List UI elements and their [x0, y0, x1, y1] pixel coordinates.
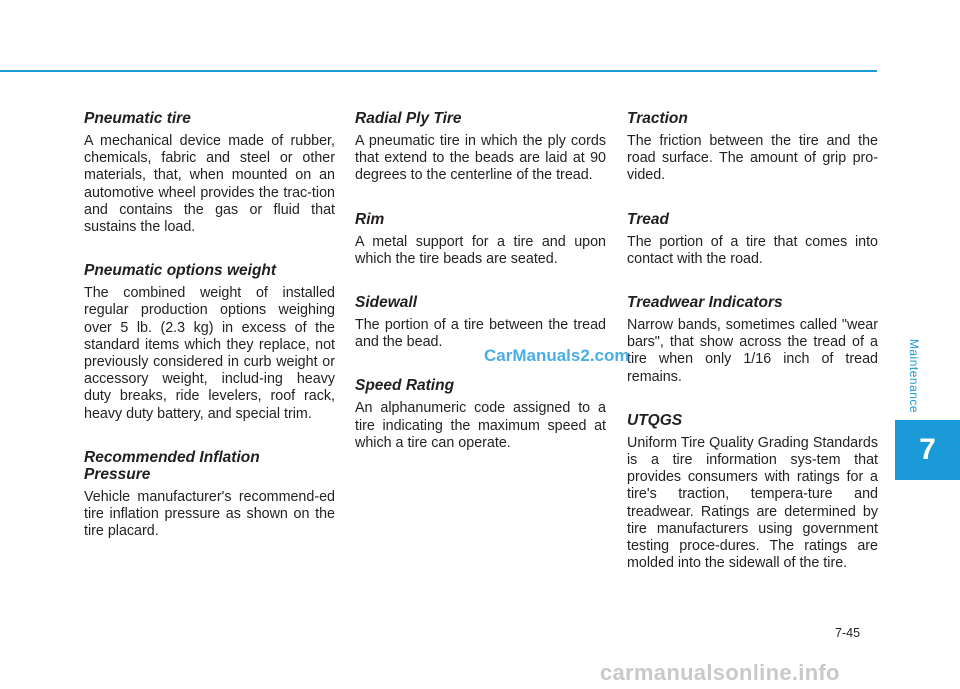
- entry-definition: The combined weight of installed regular production options weighing over 5 lb. (2.3 kg) in excess of the standard items which they replace, not previously considered in curb weight or accessory weight, includ-ing heavy duty breaks, ride levelers, roof rack, heavy duty battery, and special trim.: [84, 285, 335, 422]
- glossary-column-3: [627, 110, 878, 598]
- page-number: 7-45: [835, 626, 861, 640]
- entry-term: Sidewall: [355, 294, 418, 312]
- entry-definition: Narrow bands, sometimes called "wear bars", that show across the tread of a tire when only 1/16 inch of tread remains.: [627, 317, 878, 385]
- glossary-entry: [627, 412, 878, 573]
- glossary-entry: [627, 211, 878, 268]
- glossary-entry: [84, 262, 335, 423]
- entry-definition: The portion of a tire that comes into contact with the road.: [627, 233, 878, 267]
- watermark-logo: CarManuals2.com: [484, 346, 630, 365]
- glossary-entry: [355, 294, 606, 351]
- entry-term: Traction: [627, 110, 688, 127]
- entry-term: Radial Ply Tire: [355, 110, 462, 127]
- entry-term: Pneumatic tire: [84, 110, 191, 127]
- glossary-entry: [355, 110, 606, 185]
- section-side-label: [904, 340, 924, 412]
- watermark-footer: carmanualsonline.info: [600, 660, 840, 685]
- glossary-entry: [355, 211, 606, 268]
- glossary-entry: [84, 449, 335, 541]
- glossary-entry: [627, 294, 878, 386]
- glossary-entry: [627, 110, 878, 185]
- header-rule: [0, 70, 877, 72]
- entry-definition: A mechanical device made of rubber, chemicals, fabric and steel or other materials, that, when mounted on an automotive wheel provides the trac-tion and contains the gas or fluid that sustains the load.: [84, 133, 335, 236]
- entry-definition: The friction between the tire and the road surface. The amount of grip pro-vided.: [627, 133, 878, 184]
- glossary-entry: [355, 377, 606, 452]
- entry-definition: A metal support for a tire and upon which the tire beads are seated.: [355, 233, 606, 267]
- entry-term: Rim: [355, 210, 385, 228]
- glossary-column-1: [84, 110, 335, 566]
- entry-term: Pneumatic options weight: [84, 262, 277, 280]
- entry-term: Recommended Inflation Pressure: [84, 448, 260, 483]
- entry-definition: Uniform Tire Quality Grading Standards is a tire information sys-tem that provides consumers with ratings for a tire's traction, tempera-ture and treadwear. Ratings are determined by tire manufacturers using government testing proce-dures. The ratings are molded into the sidewall of the tire.: [627, 434, 878, 572]
- section-label-text: Maintenance: [907, 338, 921, 414]
- entry-term: Speed Rating: [355, 377, 455, 395]
- glossary-entry: [84, 110, 335, 236]
- chapter-tab: 7: [895, 420, 960, 480]
- entry-term: UTQGS: [627, 411, 683, 429]
- glossary-column-2: [355, 110, 606, 478]
- entry-definition: A pneumatic tire in which the ply cords that extend to the beads are laid at 90 degrees to the centerline of the tread.: [355, 133, 606, 184]
- entry-term: Treadwear Indicators: [627, 294, 783, 312]
- entry-definition: The portion of a tire between the tread and the bead.: [355, 317, 606, 351]
- entry-term: Tread: [627, 210, 669, 228]
- entry-definition: An alphanumeric code assigned to a tire indicating the maximum speed at which a tire can operate.: [355, 400, 606, 451]
- entry-definition: Vehicle manufacturer's recommend-ed tire inflation pressure as shown on the tire placard.: [84, 488, 335, 540]
